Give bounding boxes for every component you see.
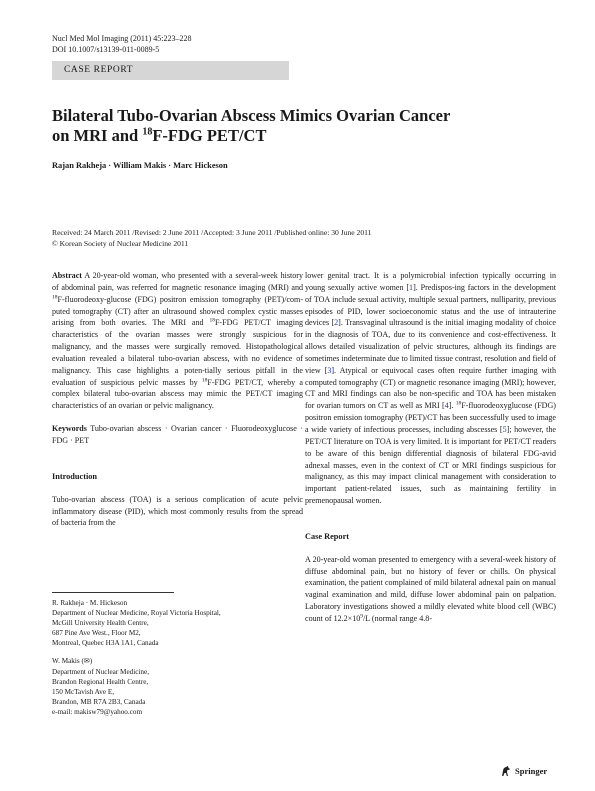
superscript: 18 (201, 376, 208, 383)
publisher-name: Springer (515, 766, 548, 776)
affiliation-line: McGill University Health Centre, (52, 619, 149, 628)
body-text: A 20-year-old woman presented to emergency with a several-week history of diffuse abdominal pain, but no history of fever or chills. On physical examination, the patient complained of mild bilateral adnexal pain on manual vaginal examination and mild, diffuse lower abdominal pain on palpation. Laboratory investigations showed a mildly elevated white blood cell (WBC) count of 12.2×10 (305, 554, 556, 623)
abstract-text: A 20-year-old woman, who presented with a several-week history of abdominal pain, was referred for magnetic resonance imaging (MRI) and (52, 271, 303, 292)
article-type-label: CASE REPORT (64, 65, 134, 75)
abstract-label: Abstract (52, 271, 82, 280)
body-text: ]; however, the PET/CT literature on TOA is very limited. It is important for PET/CT readers to be aware of this benign differential diagnosis of bilateral FDG-avid adnexal masses, even in the context of CT or MRI findings suspicious for malignancy, as this may impact clinical management with consideration to important patient-related issues, such as maintaining fertility in premenopausal women. (305, 424, 556, 506)
publisher-logo (500, 765, 547, 777)
abstract-text: F-FDG PET/CT, whereby a complex bilateral tubo-ovarian abscess may mimic the PET/CT imaging characteristics of an ovarian or pelvic malignancy. (52, 377, 303, 411)
title-line-2 (52, 126, 552, 146)
affiliation-line: Montreal, Quebec H3A 1A1, Canada (52, 639, 159, 648)
author-email: e-mail: makisw79@yahoo.com (52, 707, 143, 716)
body-text: ]. Transvaginal ultrasound is the initial imaging modality of choice in the diagnosis of TOA, due to its convenience and cost-effectiveness. It allows detailed visualization of pelvic structures, although its findings are sometimes indeterminate due to limited tissue contrast, resolution and field of view [ (305, 318, 556, 375)
superscript: 18 (52, 294, 58, 301)
superscript: 18 (209, 317, 215, 324)
keywords (52, 423, 303, 447)
body-text: /L (normal range 4.8- (363, 613, 432, 623)
body-text: ]. Atypical or equivocal cases often require further imaging with computed tomography (CT) or magnetic resonance imaging (MRI); however, CT and MRI findings can also be non-specific and TOA has been mistaken for ovarian tumors on CT as well as MRI [ (305, 365, 556, 411)
affiliation-line: 687 Pine Ave West., Floor M2, (52, 629, 141, 638)
footnote-divider (52, 592, 174, 593)
keywords-label: Keywords (52, 424, 87, 434)
affiliation-line: R. Rakheja · M. Hickeson (52, 599, 128, 607)
reference-link[interactable]: 4 (444, 401, 449, 411)
title-text: on MRI and (52, 126, 143, 145)
author-list: Rajan Rakheja · William Makis · Marc Hickeson (52, 161, 228, 170)
journal-doi: DOI 10.1007/s13139-011-0089-5 (52, 45, 160, 54)
abstract-text: F-FDG PET/CT imaging characteristics of the ovarian masses were strongly suspicious for malignancy, and the masses were surgically removed. Histopathological evaluation revealed a bilateral tubo-ovarian abscess, with no evidence of malignancy. This case highlights a poten-tially serious pitfall in the evaluation of suspicious pelvic masses by (52, 318, 303, 387)
body-text: lower genital tract. It is a polymicrobial infection typically occurring in young sexually active women [ (305, 271, 556, 292)
springer-horse-icon (500, 765, 512, 777)
affiliation-line: W. Makis (✉) (52, 657, 93, 666)
reference-link[interactable]: 5 (502, 424, 507, 434)
affiliation-line: 150 McTavish Ave E, (52, 687, 115, 696)
right-column (305, 270, 556, 625)
publication-history (52, 227, 371, 249)
affiliation-line: Brandon, MB R7A 2B3, Canada (52, 697, 146, 706)
affiliation-line: Department of Nuclear Medicine, Royal Victoria Hospital, (52, 609, 221, 618)
left-column (52, 270, 303, 529)
article-title (52, 106, 552, 146)
title-isotope-superscript: 18 (142, 126, 153, 138)
journal-citation: Nucl Med Mol Imaging (2011) 45:223–228 (52, 34, 192, 43)
body-text: ]. (448, 401, 456, 411)
copyright-line: © Korean Society of Nuclear Medicine 2011 (52, 239, 189, 248)
body-text: ]. Predispos-ing factors in the development of TOA include sexual activity, multiple sexual partners, nulliparity, previous episodes of PID, lower socioeconomic status and the use of intrauterine devices [ (305, 282, 556, 328)
case-report-text (305, 554, 556, 625)
abstract (52, 270, 303, 412)
reference-link[interactable]: 3 (327, 365, 332, 375)
introduction-text-right (305, 270, 556, 507)
abstract-text: F-fluorodeoxy-glucose (FDG) positron emission tomography (PET)/com-puted tomography (CT) after an ultrasound showed complex cystic masses arising from both ovaries. The MRI and (52, 294, 303, 328)
affiliation-line: Brandon Regional Health Centre, (52, 677, 149, 686)
keywords-text: Tubo-ovarian abscess · Ovarian cancer · Fluorodeoxyglucose · FDG · PET (52, 424, 303, 445)
superscript: 18 (455, 400, 462, 407)
reference-link[interactable]: 2 (334, 318, 339, 328)
superscript: 9 (360, 613, 364, 620)
body-text: F-fluorodeoxyglucose (FDG) positron emission tomography (PET)/CT has been successfully used to image a wide variety of infectious processes, including abscesses [ (305, 401, 556, 434)
article-type-banner (52, 61, 289, 80)
introduction-text-left: Tubo-ovarian abscess (TOA) is a serious complication of acute pelvic inflammatory disease (PID), which most commonly results from the spread of bacteria from the (52, 494, 303, 528)
introduction-heading: Introduction (52, 471, 98, 481)
title-text: F-FDG PET/CT (152, 126, 267, 145)
journal-header (52, 33, 191, 55)
reference-link[interactable]: 1 (409, 282, 414, 292)
author-affiliations (52, 598, 303, 717)
case-report-heading: Case Report (305, 531, 350, 541)
dates-line: Received: 24 March 2011 /Revised: 2 June 2011 /Accepted: 3 June 2011 /Published online: 30 June 2011 (52, 228, 372, 237)
title-line-1: Bilateral Tubo-Ovarian Abscess Mimics Ovarian Cancer (52, 106, 451, 125)
affiliation-line: Department of Nuclear Medicine, (52, 667, 149, 676)
